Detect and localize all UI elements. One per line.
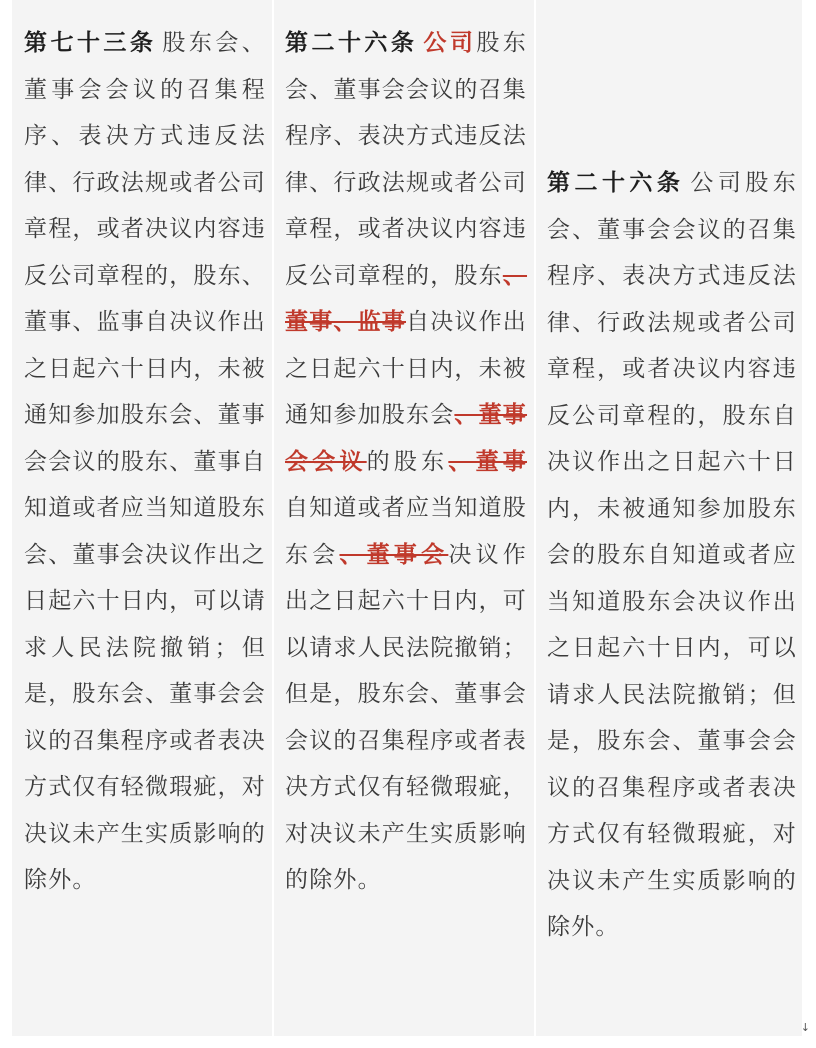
article-body: 自知道或者应当知道股东会 [285, 495, 527, 568]
deleted-text: 、董事会 [339, 541, 449, 568]
article-body: 的股东 [366, 448, 449, 475]
article-body: 自决议作出之日起六十日内，未被通知参加股东会 [285, 309, 527, 428]
column-old-law [12, 0, 272, 1036]
column-new-law [536, 0, 802, 1036]
article-number: 第二十六条 [285, 30, 418, 56]
scroll-down-arrow-icon: ↓ [800, 1021, 810, 1034]
article-text [547, 160, 797, 951]
article-text [24, 20, 266, 904]
deleted-text: 、董事、监事 [285, 262, 528, 335]
article-body: 公司股东会、董事会会议的召集程序、表决方式违反法律、行政法规或者公司章程，或者决议内容违反公司章程的，股东自决议作出之日起六十日内，未被通知参加股东会的股东自知道或者应当知道股东会决议作出之日起六十日内，可以请求人民法院撤销；但是，股东会、董事会会议的召集程序或者表决方式仅有轻微瑕疵，对决议未产生实质影响的除外。 [547, 170, 797, 940]
article-number: 第二十六条 [547, 170, 685, 196]
deleted-text: 、董事 [448, 448, 527, 475]
article-body: 决议作出之日起六十日内，可以请求人民法院撤销；但是，股东会、董事会会议的召集程序或者表决方式仅有轻微瑕疵，对决议未产生实质影响的除外。 [285, 541, 527, 893]
deleted-text: 、董事会会议 [285, 402, 528, 475]
article-body: 股东会、董事会会议的召集程序、表决方式违反法律、行政法规或者公司章程，或者决议内容违反公司章程的，股东 [285, 30, 528, 289]
article-number: 第七十三条 [24, 30, 157, 56]
column-comparison [274, 0, 534, 1036]
article-body: 股东会、董事会会议的召集程序、表决方式违反法律、行政法规或者公司章程，或者决议内容违反公司章程的，股东、董事、监事自决议作出之日起六十日内，未被通知参加股东会、董事会会议的股东、董事自知道或者应当知道股东会、董事会决议作出之日起六十日内，可以请求人民法院撤销；但是，股东会、董事会会议的召集程序或者表决方式仅有轻微瑕疵，对决议未产生实质影响的除外。 [24, 30, 266, 893]
added-text: 公司 [423, 30, 477, 56]
article-text [285, 20, 527, 904]
